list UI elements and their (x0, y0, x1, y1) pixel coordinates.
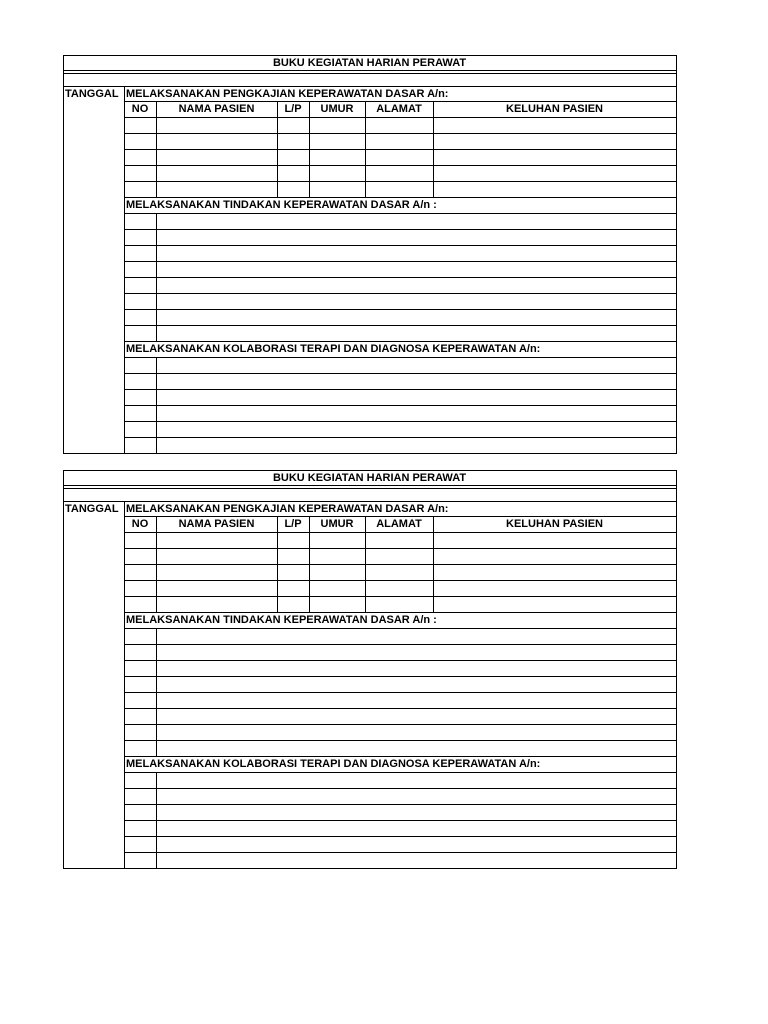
actions-no-cell-12[interactable] (125, 677, 156, 692)
date-entry-cell[interactable] (64, 102, 124, 453)
assessment-name-cell-8[interactable] (157, 565, 277, 580)
assessment-name-cell[interactable] (157, 118, 277, 133)
collaboration-description-cell-6[interactable] (157, 438, 676, 453)
actions-no-cell-15[interactable] (125, 725, 156, 740)
assessment-address-cell-2[interactable] (366, 134, 433, 149)
assessment-no-cell-9[interactable] (125, 581, 156, 596)
assessment-complaint-cell[interactable] (434, 118, 676, 133)
collaboration-description-cell-11[interactable] (157, 837, 676, 852)
assessment-sex-cell-5[interactable] (278, 182, 309, 197)
actions-no-cell[interactable] (125, 214, 156, 229)
assessment-name-cell-4[interactable] (157, 166, 277, 181)
assessment-name-cell-3[interactable] (157, 150, 277, 165)
collaboration-no-cell-8[interactable] (125, 789, 156, 804)
assessment-heading: MELAKSANAKAN PENGKAJIAN KEPERAWATAN DASAR A/n: (126, 88, 449, 100)
assessment-no-cell-8[interactable] (125, 565, 156, 580)
assessment-complaint-cell-7[interactable] (434, 549, 676, 564)
assessment-name-cell-10[interactable] (157, 597, 277, 612)
assessment-age-cell[interactable] (310, 118, 365, 133)
assessment-sex-cell-9[interactable] (278, 581, 309, 596)
collaboration-description-cell-5[interactable] (157, 422, 676, 437)
assessment-no-cell-6[interactable] (125, 533, 156, 548)
collaboration-description-cell[interactable] (157, 358, 676, 373)
assessment-complaint-cell-10[interactable] (434, 597, 676, 612)
actions-no-cell-10[interactable] (125, 645, 156, 660)
actions-description-cell-5[interactable] (157, 278, 676, 293)
actions-description-cell-15[interactable] (157, 725, 676, 740)
actions-no-cell-9[interactable] (125, 629, 156, 644)
assessment-no-cell-5[interactable] (125, 182, 156, 197)
assessment-no-cell-2[interactable] (125, 134, 156, 149)
assessment-address-cell-8[interactable] (366, 565, 433, 580)
assessment-address-cell[interactable] (366, 118, 433, 133)
assessment-address-cell-6[interactable] (366, 533, 433, 548)
actions-description-cell-3[interactable] (157, 246, 676, 261)
actions-no-cell-8[interactable] (125, 326, 156, 341)
collaboration-no-cell-9[interactable] (125, 805, 156, 820)
address-column-header: ALAMAT (376, 518, 422, 530)
assessment-age-cell-4[interactable] (310, 166, 365, 181)
actions-description-cell-7[interactable] (157, 310, 676, 325)
actions-no-cell-3[interactable] (125, 246, 156, 261)
patient-name-column-header: NAMA PASIEN (178, 103, 255, 115)
actions-description-cell-10[interactable] (157, 645, 676, 660)
actions-description-cell-2[interactable] (157, 230, 676, 245)
assessment-address-cell-4[interactable] (366, 166, 433, 181)
assessment-complaint-cell-5[interactable] (434, 182, 676, 197)
actions-no-cell-2[interactable] (125, 230, 156, 245)
assessment-age-cell-5[interactable] (310, 182, 365, 197)
actions-description-cell-4[interactable] (157, 262, 676, 277)
collaboration-no-cell-12[interactable] (125, 853, 156, 868)
form-right-border (676, 55, 677, 454)
age-column-header: UMUR (320, 103, 354, 115)
actions-description-cell-14[interactable] (157, 709, 676, 724)
assessment-no-cell-3[interactable] (125, 150, 156, 165)
actions-no-cell-14[interactable] (125, 709, 156, 724)
form-bottom-border-2 (63, 868, 677, 869)
form-right-border-2 (676, 470, 677, 869)
actions-description-cell-6[interactable] (157, 294, 676, 309)
collaboration-no-cell-11[interactable] (125, 837, 156, 852)
assessment-name-cell-5[interactable] (157, 182, 277, 197)
collaboration-no-cell-7[interactable] (125, 773, 156, 788)
form-title: BUKU KEGIATAN HARIAN PERAWAT (272, 472, 467, 484)
actions-description-cell-13[interactable] (157, 693, 676, 708)
assessment-no-cell-4[interactable] (125, 166, 156, 181)
collaboration-no-cell-10[interactable] (125, 821, 156, 836)
collaboration-no-cell-5[interactable] (125, 422, 156, 437)
sex-column-header: L/P (284, 518, 302, 530)
sex-column-header: L/P (284, 103, 302, 115)
actions-description-cell-11[interactable] (157, 661, 676, 676)
assessment-age-cell-8[interactable] (310, 565, 365, 580)
actions-description-cell-8[interactable] (157, 326, 676, 341)
collaboration-description-cell-10[interactable] (157, 821, 676, 836)
assessment-sex-cell-7[interactable] (278, 549, 309, 564)
actions-description-cell-9[interactable] (157, 629, 676, 644)
collaboration-no-cell-6[interactable] (125, 438, 156, 453)
collaboration-description-cell-8[interactable] (157, 789, 676, 804)
assessment-address-cell-3[interactable] (366, 150, 433, 165)
assessment-sex-cell-4[interactable] (278, 166, 309, 181)
form-bottom-border (63, 453, 677, 454)
collaboration-description-cell-4[interactable] (157, 406, 676, 421)
actions-no-cell-13[interactable] (125, 693, 156, 708)
actions-heading: MELAKSANAKAN TINDAKAN KEPERAWATAN DASAR A/n : (126, 614, 437, 626)
collaboration-no-cell-3[interactable] (125, 390, 156, 405)
assessment-name-cell-7[interactable] (157, 549, 277, 564)
assessment-age-cell-9[interactable] (310, 581, 365, 596)
actions-description-cell-12[interactable] (157, 677, 676, 692)
assessment-heading: MELAKSANAKAN PENGKAJIAN KEPERAWATAN DASAR A/n: (126, 503, 449, 515)
collaboration-heading: MELAKSANAKAN KOLABORASI TERAPI DAN DIAGNOSA KEPERAWATAN A/n: (126, 343, 541, 355)
assessment-age-cell-3[interactable] (310, 150, 365, 165)
assessment-address-cell-5[interactable] (366, 182, 433, 197)
assessment-age-cell-6[interactable] (310, 533, 365, 548)
assessment-complaint-cell-4[interactable] (434, 166, 676, 181)
spacer-line-2 (63, 488, 677, 489)
actions-description-cell[interactable] (157, 214, 676, 229)
actions-no-cell-4[interactable] (125, 262, 156, 277)
actions-no-cell-11[interactable] (125, 661, 156, 676)
assessment-sex-cell-3[interactable] (278, 150, 309, 165)
form-title: BUKU KEGIATAN HARIAN PERAWAT (272, 57, 467, 69)
assessment-sex-cell-8[interactable] (278, 565, 309, 580)
assessment-sex-cell-10[interactable] (278, 597, 309, 612)
date-label: TANGGAL (65, 503, 119, 515)
assessment-name-cell-6[interactable] (157, 533, 277, 548)
assessment-no-cell-10[interactable] (125, 597, 156, 612)
date-label: TANGGAL (65, 88, 119, 100)
assessment-age-cell-2[interactable] (310, 134, 365, 149)
address-column-header: ALAMAT (376, 103, 422, 115)
complaint-column-header: KELUHAN PASIEN (506, 518, 603, 530)
patient-name-column-header: NAMA PASIEN (178, 518, 255, 530)
assessment-address-cell-10[interactable] (366, 597, 433, 612)
assessment-age-cell-10[interactable] (310, 597, 365, 612)
assessment-sex-cell[interactable] (278, 118, 309, 133)
no-column-header: NO (131, 518, 149, 530)
assessment-complaint-cell-8[interactable] (434, 565, 676, 580)
actions-no-cell-16[interactable] (125, 741, 156, 756)
actions-no-cell-7[interactable] (125, 310, 156, 325)
complaint-column-header: KELUHAN PASIEN (506, 103, 603, 115)
collaboration-description-cell-9[interactable] (157, 805, 676, 820)
collaboration-description-cell-3[interactable] (157, 390, 676, 405)
assessment-address-cell-9[interactable] (366, 581, 433, 596)
assessment-complaint-cell-6[interactable] (434, 533, 676, 548)
assessment-complaint-cell-3[interactable] (434, 150, 676, 165)
assessment-age-cell-7[interactable] (310, 549, 365, 564)
assessment-sex-cell-6[interactable] (278, 533, 309, 548)
assessment-name-cell-9[interactable] (157, 581, 277, 596)
assessment-name-cell-2[interactable] (157, 134, 277, 149)
collaboration-heading: MELAKSANAKAN KOLABORASI TERAPI DAN DIAGNOSA KEPERAWATAN A/n: (126, 758, 541, 770)
assessment-no-cell-7[interactable] (125, 549, 156, 564)
actions-no-cell-6[interactable] (125, 294, 156, 309)
assessment-address-cell-7[interactable] (366, 549, 433, 564)
assessment-no-cell[interactable] (125, 118, 156, 133)
no-column-header: NO (131, 103, 149, 115)
actions-no-cell-5[interactable] (125, 278, 156, 293)
assessment-complaint-cell-2[interactable] (434, 134, 676, 149)
collaboration-description-cell-7[interactable] (157, 773, 676, 788)
age-column-header: UMUR (320, 518, 354, 530)
collaboration-no-cell-4[interactable] (125, 406, 156, 421)
collaboration-no-cell-2[interactable] (125, 374, 156, 389)
collaboration-description-cell-2[interactable] (157, 374, 676, 389)
assessment-complaint-cell-9[interactable] (434, 581, 676, 596)
date-entry-cell-2[interactable] (64, 517, 124, 868)
actions-heading: MELAKSANAKAN TINDAKAN KEPERAWATAN DASAR A/n : (126, 199, 437, 211)
actions-description-cell-16[interactable] (157, 741, 676, 756)
spacer-line (63, 73, 677, 74)
assessment-sex-cell-2[interactable] (278, 134, 309, 149)
collaboration-description-cell-12[interactable] (157, 853, 676, 868)
collaboration-no-cell[interactable] (125, 358, 156, 373)
